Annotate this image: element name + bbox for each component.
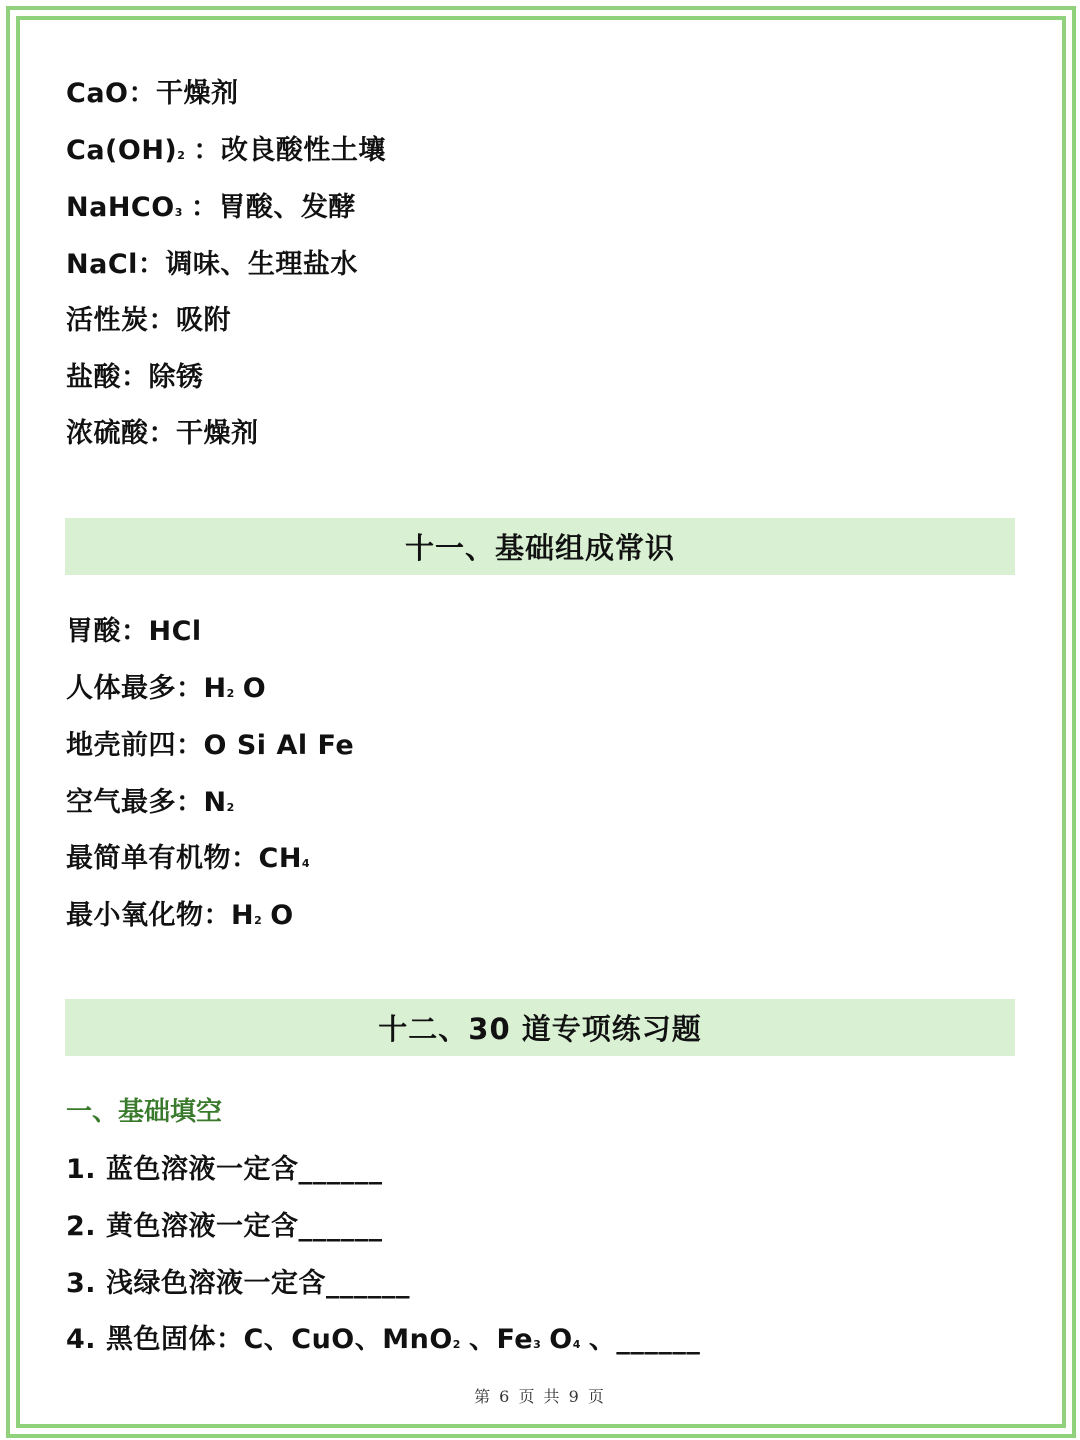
fact-value-tail: O xyxy=(242,673,267,704)
subsection-heading: 一、基础填空 xyxy=(66,1097,223,1127)
formula: Ca(OH) xyxy=(66,135,178,166)
use-text: 调味、生理盐水 xyxy=(165,249,358,280)
section-12-banner xyxy=(65,999,1015,1056)
section-12-title: 十二、30 道专项练习题 xyxy=(378,1012,702,1046)
subscript: 4 xyxy=(301,857,311,870)
fact-value: CH xyxy=(258,843,302,874)
section-11-title: 十一、基础组成常识 xyxy=(404,531,675,565)
fact-line xyxy=(66,614,202,650)
use-text: 吸附 xyxy=(176,305,231,336)
question-3: 3. 浅绿色溶液一定含______ xyxy=(66,1268,410,1299)
use-line-cao xyxy=(66,76,239,112)
formula: 活性炭 xyxy=(66,305,149,336)
fact-label: 地壳前四： xyxy=(66,730,204,761)
subscript: 2 xyxy=(226,801,235,814)
question-2: 2. 黄色溶液一定含______ xyxy=(66,1211,383,1242)
subscript: 3 xyxy=(174,206,183,219)
separator: ： xyxy=(137,249,166,280)
fact-value: H xyxy=(231,900,255,931)
separator: ： xyxy=(128,78,156,109)
question-text: 4. 黑色固体：C、CuO、MnO xyxy=(66,1324,453,1355)
fact-line xyxy=(66,671,266,712)
separator: ： xyxy=(121,362,149,393)
use-line-sulfuric-acid xyxy=(66,416,259,452)
fact-label: 最简单有机物： xyxy=(66,843,259,874)
question-1: 1. 蓝色溶液一定含______ xyxy=(66,1154,383,1185)
separator: ： xyxy=(190,192,219,223)
fact-label: 空气最多： xyxy=(66,787,204,818)
question-text: O xyxy=(549,1324,573,1355)
subscript: 3 xyxy=(533,1338,542,1351)
question-text: 、Fe xyxy=(468,1324,534,1355)
fact-value: HCl xyxy=(148,616,202,647)
fact-value-tail: O xyxy=(270,900,294,931)
use-text: 胃酸、发酵 xyxy=(218,192,356,223)
formula: 浓硫酸 xyxy=(66,418,149,449)
use-text: 除锈 xyxy=(148,362,204,393)
use-text: 改良酸性土壤 xyxy=(220,135,386,166)
subscript: 2 xyxy=(452,1338,461,1351)
subscript: 2 xyxy=(226,687,235,700)
subscript: 2 xyxy=(254,914,263,927)
fact-line xyxy=(66,728,354,764)
fact-value: O Si Al Fe xyxy=(203,730,355,761)
question-4 xyxy=(66,1322,700,1363)
formula: 盐酸 xyxy=(66,362,121,393)
fact-value: N xyxy=(203,787,227,818)
subscript: 2 xyxy=(177,149,186,162)
fact-line xyxy=(66,785,243,826)
fact-line xyxy=(66,898,294,939)
formula: CaO xyxy=(66,78,129,109)
fact-label: 胃酸： xyxy=(66,616,149,647)
subscript: 4 xyxy=(572,1338,581,1351)
use-line-nahco3 xyxy=(66,190,356,231)
formula: NaHCO xyxy=(66,192,175,223)
separator: ： xyxy=(148,305,176,336)
fact-value: H xyxy=(203,673,227,704)
separator: ： xyxy=(148,418,176,449)
use-text: 干燥剂 xyxy=(156,78,239,109)
use-line-caoh2 xyxy=(66,133,386,174)
use-line-nacl xyxy=(66,247,358,283)
use-line-activated-carbon xyxy=(66,303,231,339)
fact-label: 人体最多： xyxy=(66,673,204,704)
separator: ： xyxy=(193,135,221,166)
use-line-hydrochloric-acid xyxy=(66,360,204,396)
section-11-banner xyxy=(65,518,1015,575)
page-footer: 第 6 页 共 9 页 xyxy=(474,1387,606,1406)
question-text: 、______ xyxy=(588,1324,701,1355)
fact-line xyxy=(66,841,318,882)
fact-label: 最小氧化物： xyxy=(66,900,231,931)
use-text: 干燥剂 xyxy=(176,418,259,449)
formula: NaCl xyxy=(66,249,138,280)
